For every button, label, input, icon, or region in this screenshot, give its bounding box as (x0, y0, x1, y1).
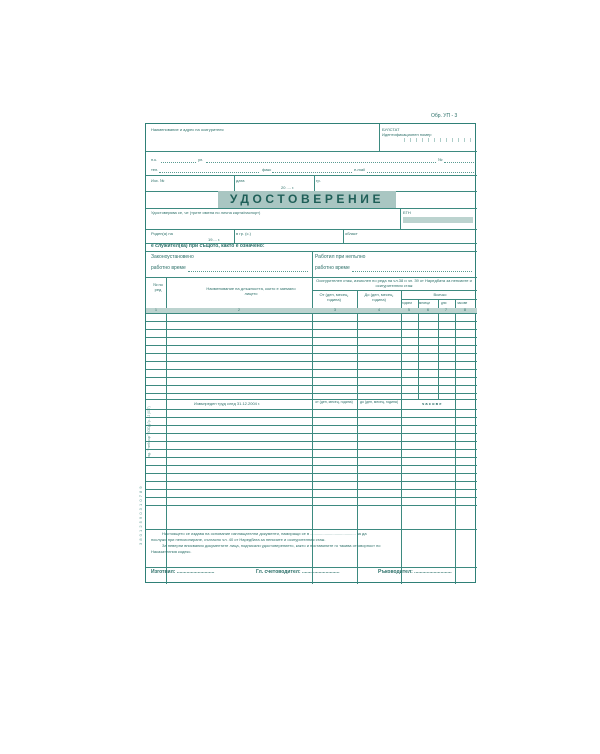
date-year-suffix: 20 .... г. (281, 185, 295, 190)
outgoing-number-label: Изх. № (151, 178, 165, 183)
born-label: Роден(а) на (151, 231, 173, 236)
col-num-2: 2 (238, 308, 240, 312)
col-num-8: 8 (464, 308, 466, 312)
col-to-header: До (ден, месец, година) (364, 292, 394, 302)
overtime-hours-label: ч а с о в е (422, 401, 442, 406)
certify-text: Удостоверява се, че (трите имена по лична карта/паспорт) (151, 210, 261, 215)
col-months-header: месеци (419, 301, 430, 305)
birth-city-label: в гр. (с.) (236, 231, 251, 236)
col-total-header: Всичко (433, 292, 447, 297)
col-days-header: дни (441, 301, 447, 305)
part-time-label: Работил при непълно (315, 254, 366, 260)
born-year: 19.... г. (208, 237, 221, 242)
phone-label: тел. (151, 167, 159, 172)
number-label: № (438, 157, 443, 162)
working-time-right-label: работно време (315, 265, 350, 271)
egn-label: ЕГН (403, 210, 411, 215)
col-position-header: Наименование на длъжността, които е заемало лицето (206, 286, 296, 296)
city-label: гр. (316, 178, 321, 183)
id-number-label: Идентификационен номер (382, 132, 432, 137)
footer-line-4: Наказателния кодекс. (151, 549, 192, 554)
postal-code-field[interactable] (161, 162, 196, 163)
overtime-to-label: до (ден, месец, година) (359, 400, 399, 404)
col-num-4: 4 (378, 308, 380, 312)
form-code: Обр. УП - 3 (431, 113, 458, 119)
manager: Ръководител: ........................... (378, 569, 452, 575)
col-num-5: 5 (408, 308, 410, 312)
fax-label: факс (262, 167, 272, 172)
egn-boxes[interactable] (403, 217, 473, 223)
overtime-from-label: от (ден, месец, година) (315, 400, 353, 404)
side-publisher-note: изд. "Учебници" ЕООД-Гр. 42 (037) (147, 406, 151, 458)
overtime-label: Извънреден труд след 31.12.2004 г. (194, 401, 261, 406)
street-field[interactable] (206, 162, 436, 163)
working-time-left-field[interactable] (188, 271, 308, 272)
col-hours-header: часове (457, 301, 468, 305)
email-field[interactable] (367, 172, 474, 173)
col-years-header: години (402, 301, 412, 305)
street-label: ул. (198, 157, 204, 162)
working-time-right-field[interactable] (352, 271, 472, 272)
id-number-boxes[interactable] (404, 138, 474, 142)
footer-line-3: За неверни вписвания документите лица, подписали удостоверението, както и поставилите го такива отговорност по (162, 543, 381, 548)
col-num-7: 7 (445, 308, 447, 312)
date-label: дата (236, 178, 245, 183)
employed-statement: е служител(ка) при същото, както е означено: (151, 243, 265, 249)
working-time-left-label: работно време (151, 265, 186, 271)
email-label: e-mail (354, 167, 365, 172)
col-num-1: 1 (155, 308, 157, 312)
document-title: УДОСТОВЕРЕНИЕ (218, 191, 396, 208)
employer-label: Наименование и адрес на осигурителя (151, 127, 224, 132)
region-label: област (345, 231, 358, 236)
postal-code-label: п.к. (151, 157, 158, 162)
number-field[interactable] (444, 162, 474, 163)
col-num-6: 6 (427, 308, 429, 312)
phone-field[interactable] (159, 172, 259, 173)
side-barcode-number: 3 8 0 1 2 5 9 0 3 1 0 7 8 9 (138, 485, 143, 545)
prepared-by: Изготвил: ........................... (151, 569, 215, 575)
statutory-label: Законоустановено (151, 254, 194, 260)
col-no-header: № по ред (153, 282, 163, 292)
certificate-form (145, 123, 476, 583)
footer-line-1: Настоящето се издава на основание изплащателни документи, намиращи се в ......................................... за да (162, 531, 367, 536)
fax-field[interactable] (272, 172, 352, 173)
col-num-3: 3 (334, 308, 336, 312)
col-from-header: От (ден, месец, година) (319, 292, 349, 302)
chief-accountant: Гл. счетоводител: ........................... (256, 569, 340, 575)
bulstat-label: БУЛСТАТ (382, 127, 400, 132)
col-service-header: Осигурителен стаж, изчислен по реда на чл.38 и чл. 39 от Наредбата за пенсиите и осигурителния стаж (316, 278, 472, 288)
footer-line-2: послужи при пенсиониране, съгласно чл. 40 от Наредбата за пенсиите и осигурителния стаж. (151, 537, 326, 542)
